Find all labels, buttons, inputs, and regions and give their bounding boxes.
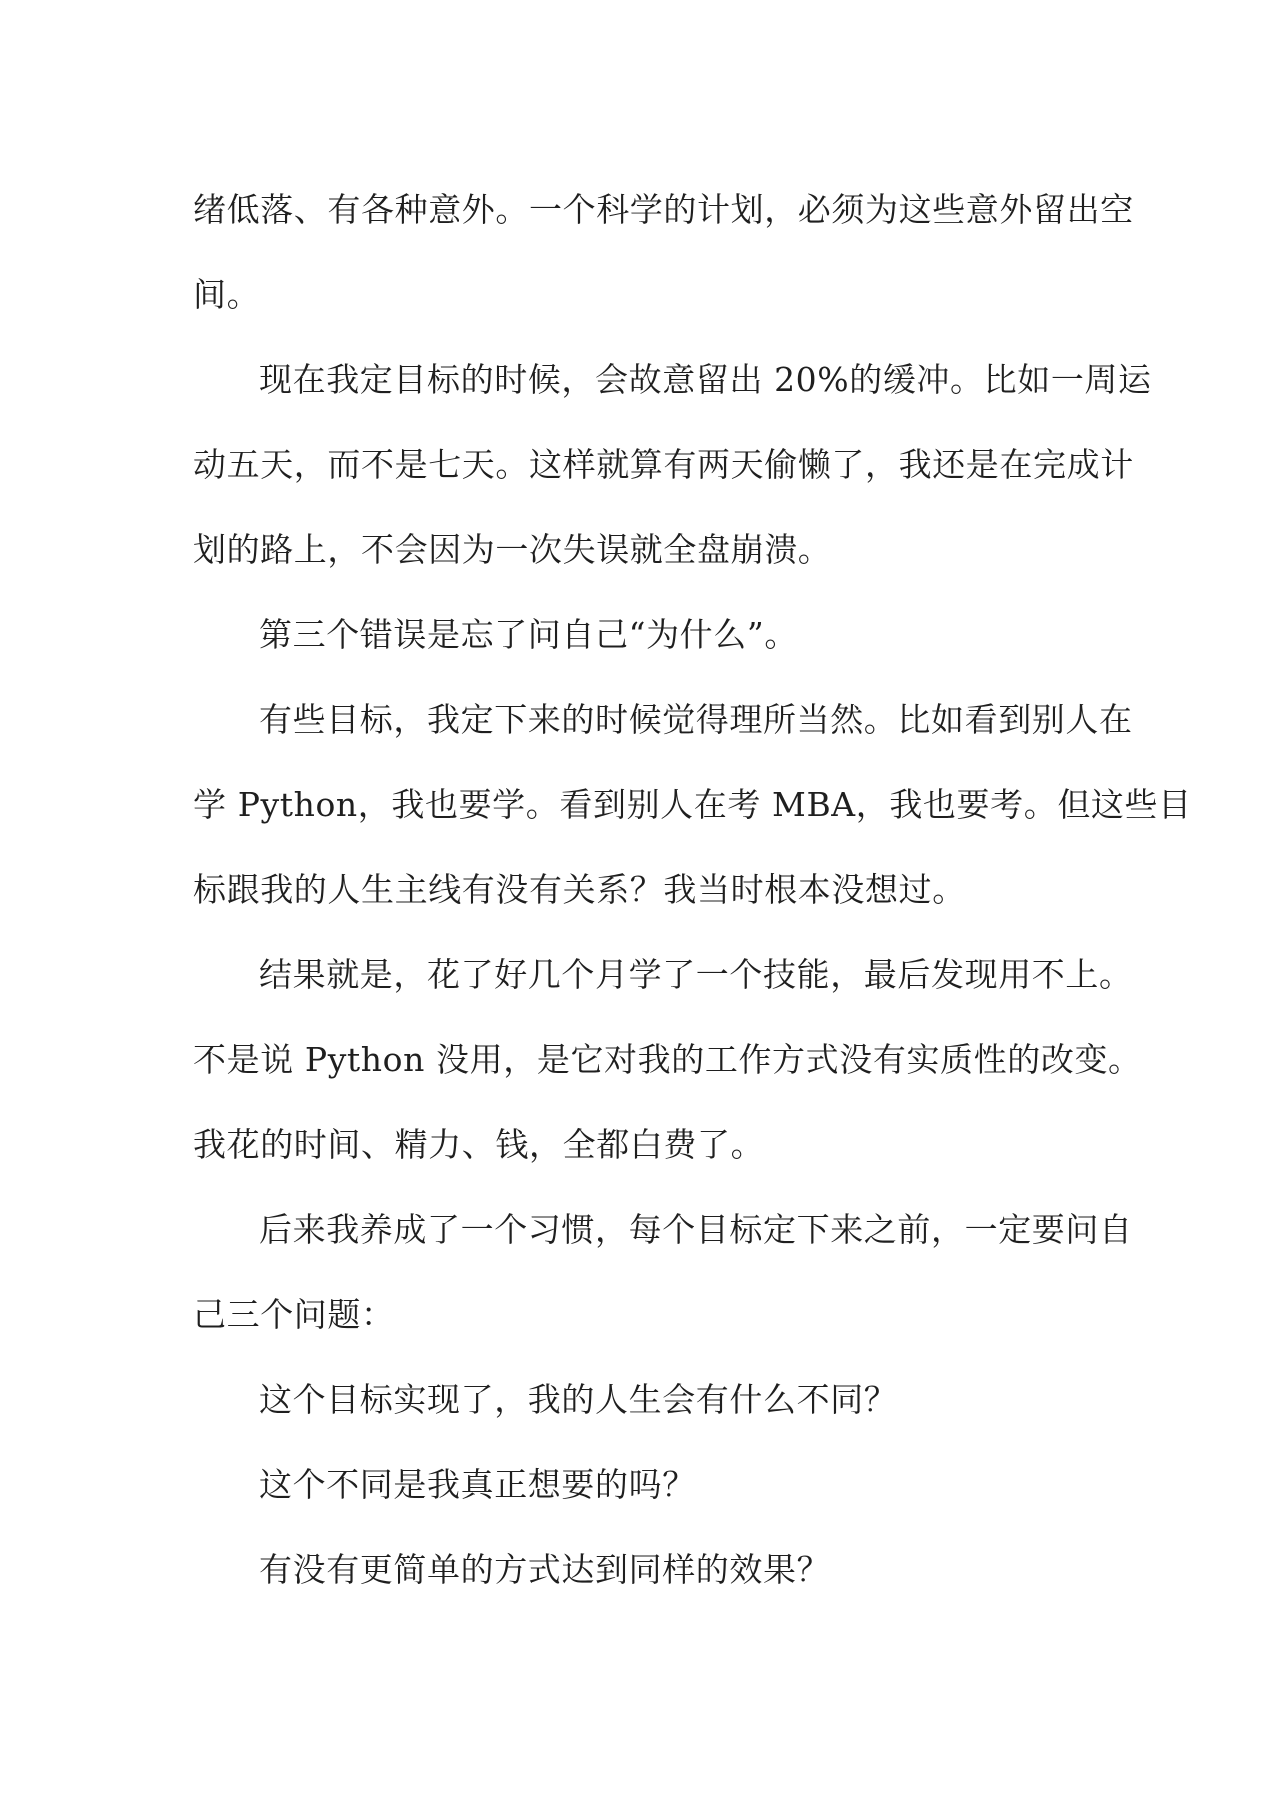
paragraph-2 (193, 337, 1152, 592)
paragraph-7 (193, 1357, 1083, 1442)
text-line: 这个目标实现了，我的人生会有什么不同？ (259, 1380, 898, 1419)
paragraph-6 (193, 1187, 1133, 1357)
text-line: 标跟我的人生主线有没有关系？我当时根本没想过。 (193, 870, 966, 909)
text-line: 有些目标，我定下来的时候觉得理所当然。比如看到别人在 (259, 700, 1133, 739)
text-line: 有没有更简单的方式达到同样的效果？ (259, 1550, 831, 1589)
text-line: 己三个问题： (193, 1295, 395, 1334)
text-line: 间。 (193, 275, 261, 314)
text-line: 动五天，而不是七天。这样就算有两天偷懒了，我还是在完成计 (193, 445, 1134, 484)
text-line: 划的路上，不会因为一次失误就全盘崩溃。 (193, 530, 832, 569)
paragraph-3 (193, 592, 1083, 677)
text-line: 第三个错误是忘了问自己“为什么”。 (259, 615, 798, 654)
text-line: 这个不同是我真正想要的吗？ (259, 1465, 696, 1504)
text-line: 学 Python，我也要学。看到别人在考 MBA，我也要考。但这些目 (193, 785, 1192, 824)
document-body (193, 167, 1192, 1612)
text-line: 我花的时间、精力、钱，全都白费了。 (193, 1125, 765, 1164)
paragraph-5 (193, 932, 1142, 1187)
text-line: 不是说 Python 没用，是它对我的工作方式没有实质性的改变。 (193, 1040, 1142, 1079)
text-line: 现在我定目标的时候，会故意留出 20%的缓冲。比如一周运 (259, 360, 1152, 399)
paragraph-8 (193, 1442, 1083, 1527)
paragraph-1 (193, 167, 1134, 337)
text-line: 绪低落、有各种意外。一个科学的计划，必须为这些意外留出空 (193, 190, 1134, 229)
paragraph-4 (193, 677, 1192, 932)
text-line: 结果就是，花了好几个月学了一个技能，最后发现用不上。 (259, 955, 1133, 994)
text-line: 后来我养成了一个习惯，每个目标定下来之前，一定要问自 (259, 1210, 1133, 1249)
paragraph-9 (193, 1527, 1083, 1612)
